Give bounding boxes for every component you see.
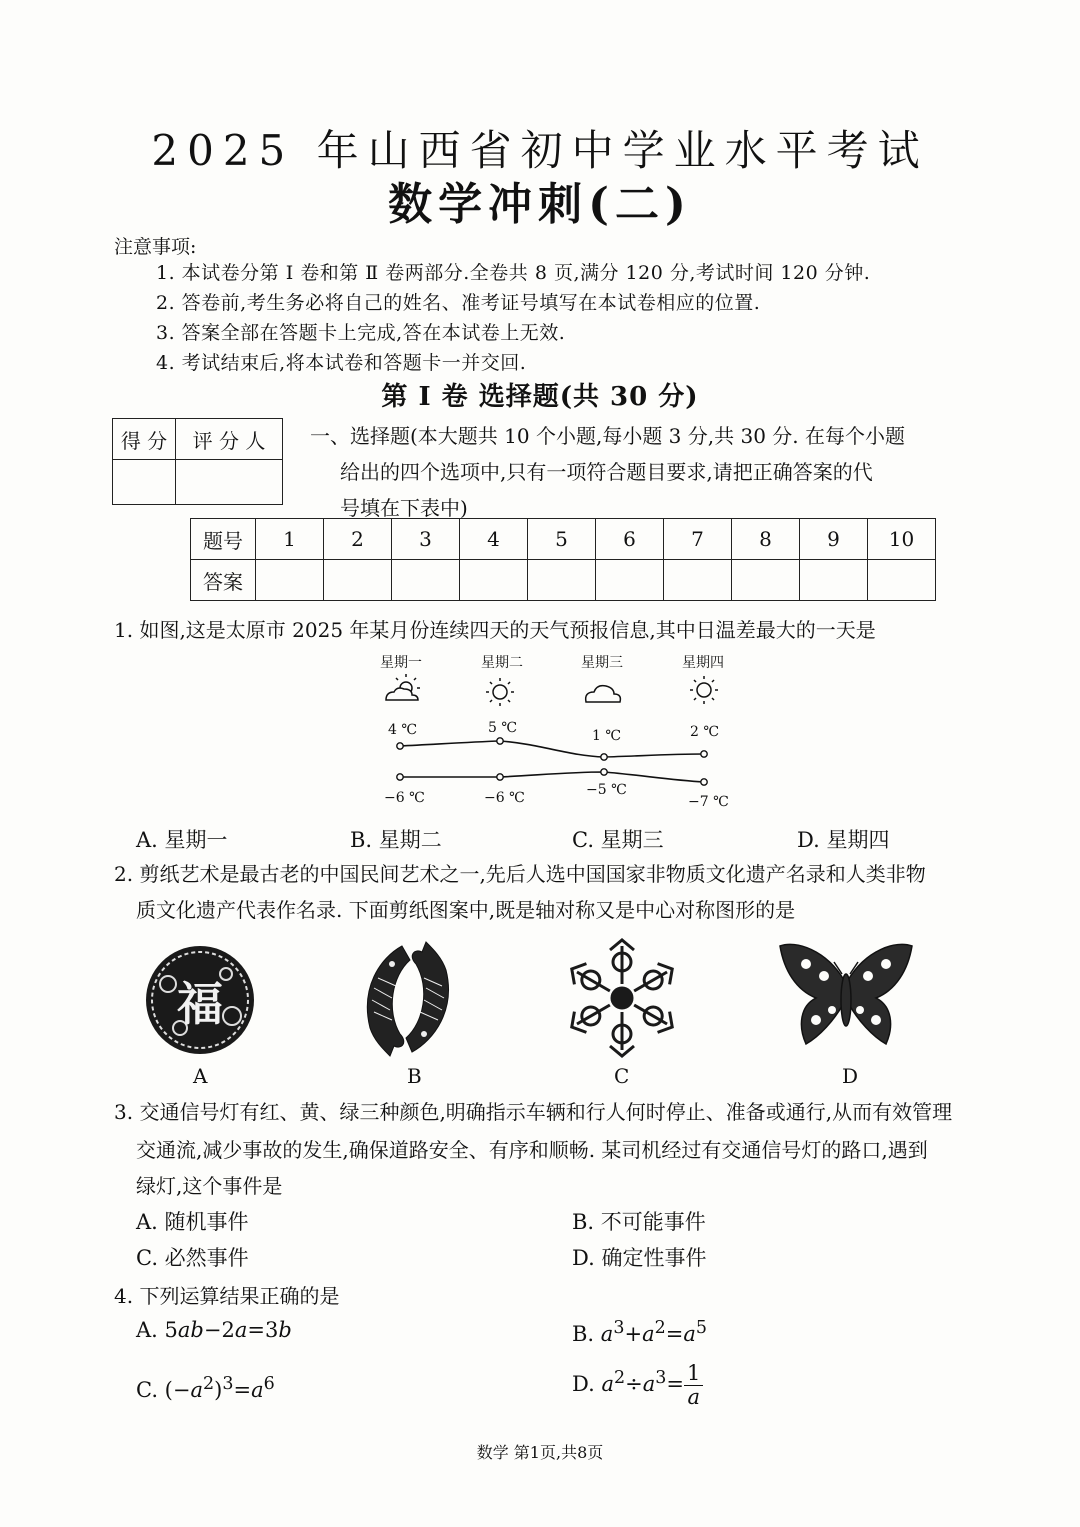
papercut-c[interactable] bbox=[566, 936, 678, 1060]
answer-cell[interactable] bbox=[528, 560, 596, 601]
low-temp: −5 ℃ bbox=[586, 782, 627, 798]
question-number: 1 bbox=[256, 519, 324, 560]
question-number: 10 bbox=[868, 519, 936, 560]
papercut-b[interactable] bbox=[352, 938, 464, 1060]
answer-cell[interactable] bbox=[868, 560, 936, 601]
weekday-label: 星期二 bbox=[481, 655, 523, 671]
note-item: 4. 考试结束后,将本试卷和答题卡一并交回. bbox=[156, 352, 527, 374]
exam-subtitle: 数学冲刺(二) bbox=[388, 179, 692, 230]
q4-option-a[interactable]: A. 5ab−2a=3b bbox=[136, 1318, 292, 1342]
question-number: 9 bbox=[800, 519, 868, 560]
q3-stem: 3. 交通信号灯有红、黄、绿三种颜色,明确指示车辆和行人何时停止、准备或通行,从而有效管理 bbox=[114, 1100, 953, 1124]
q4-option-d[interactable]: D. $a^2\div a^3=$ $\frac{1}{a}$ bbox=[572, 1362, 703, 1409]
q3-option-b[interactable]: B. 不可能事件 bbox=[572, 1210, 706, 1234]
page-footer: 数学 第1页,共8页 bbox=[476, 1443, 604, 1462]
note-item: 3. 答案全部在答题卡上完成,答在本试卷上无效. bbox=[156, 322, 566, 344]
option-label: A. bbox=[136, 1318, 158, 1342]
q4-option-c[interactable]: C. $(-a^2)^3=a^6$ bbox=[136, 1374, 275, 1402]
question-number: 6 bbox=[596, 519, 664, 560]
question-number: 8 bbox=[732, 519, 800, 560]
q3-stem: 交通流,减少事故的发生,确保道路安全、有序和顺畅. 某司机经过有交通信号灯的路口,遇到 bbox=[136, 1138, 928, 1162]
question-number: 7 bbox=[664, 519, 732, 560]
q3-stem: 绿灯,这个事件是 bbox=[136, 1174, 283, 1198]
q2-stem: 2. 剪纸艺术是最古老的中国民间艺术之一,先后人选中国国家非物质文化遗产名录和人类非物 bbox=[114, 862, 926, 886]
score-label: 得 分 bbox=[113, 419, 176, 460]
q1-option-c[interactable]: C. 星期三 bbox=[572, 828, 664, 852]
answer-cell[interactable] bbox=[596, 560, 664, 601]
answer-table bbox=[190, 518, 936, 601]
answer-cell[interactable] bbox=[460, 560, 528, 601]
answer-cell[interactable] bbox=[664, 560, 732, 601]
question-number: 3 bbox=[392, 519, 460, 560]
low-temp: −6 ℃ bbox=[384, 790, 425, 806]
q3-option-a[interactable]: A. 随机事件 bbox=[136, 1210, 249, 1234]
question-number-header: 题号 bbox=[191, 519, 256, 560]
option-label: D. bbox=[572, 1372, 595, 1397]
score-cell[interactable] bbox=[113, 460, 176, 505]
sunny-icon bbox=[486, 678, 514, 706]
section-instruction bbox=[310, 418, 950, 526]
instruction-line: 给出的四个选项中,只有一项符合题目要求,请把正确答案的代 bbox=[340, 460, 873, 484]
weekday-label: 星期四 bbox=[682, 655, 724, 671]
note-item: 2. 答卷前,考生务必将自己的姓名、准考证号填写在本试卷相应的位置. bbox=[156, 292, 761, 314]
low-temp: −6 ℃ bbox=[484, 790, 525, 806]
answer-cell[interactable] bbox=[800, 560, 868, 601]
high-temp: 4 ℃ bbox=[388, 722, 418, 738]
question-number: 4 bbox=[460, 519, 528, 560]
answer-cell[interactable] bbox=[324, 560, 392, 601]
grader-label: 评 分 人 bbox=[176, 419, 283, 460]
section-title: 第 Ⅰ 卷 选择题(共 30 分) bbox=[381, 382, 699, 412]
exam-title: 2025 年山西省初中学业水平考试 bbox=[151, 126, 929, 175]
answer-cell[interactable] bbox=[392, 560, 460, 601]
answer-cell[interactable] bbox=[256, 560, 324, 601]
weekday-label: 星期三 bbox=[581, 655, 623, 671]
instruction-line: 一、选择题(本大题共 10 个小题,每小题 3 分,共 30 分. 在每个小题 bbox=[310, 424, 905, 448]
weekday-label: 星期一 bbox=[380, 655, 422, 671]
note-item: 1. 本试卷分第 Ⅰ 卷和第 Ⅱ 卷两部分.全卷共 8 页,满分 120 分,考试时间 120 分钟. bbox=[156, 262, 871, 284]
instruction-line: 号填在下表中) bbox=[340, 496, 468, 520]
option-label: B. bbox=[572, 1322, 595, 1346]
papercut-label: D bbox=[842, 1064, 859, 1088]
question-number: 5 bbox=[528, 519, 596, 560]
q1-option-b[interactable]: B. 星期二 bbox=[350, 828, 442, 852]
q3-option-c[interactable]: C. 必然事件 bbox=[136, 1246, 249, 1270]
q1-stem: 1. 如图,这是太原市 2025 年某月份连续四天的天气预报信息,其中日温差最大的一天是 bbox=[114, 618, 876, 642]
high-temp: 2 ℃ bbox=[690, 724, 720, 740]
fu-character: 福 bbox=[177, 977, 223, 1031]
score-box bbox=[112, 418, 283, 505]
high-temp: 5 ℃ bbox=[488, 720, 518, 736]
answer-header: 答案 bbox=[191, 560, 256, 601]
cloudy-icon bbox=[586, 686, 621, 702]
q2-stem: 质文化遗产代表作名录. 下面剪纸图案中,既是轴对称又是中心对称图形的是 bbox=[136, 898, 796, 922]
notes-heading: 注意事项: bbox=[114, 236, 197, 258]
sunny-icon bbox=[690, 676, 718, 704]
answer-cell[interactable] bbox=[732, 560, 800, 601]
partly-cloudy-icon bbox=[386, 674, 420, 700]
question-number: 2 bbox=[324, 519, 392, 560]
q3-option-d[interactable]: D. 确定性事件 bbox=[572, 1246, 707, 1270]
q4-stem: 4. 下列运算结果正确的是 bbox=[114, 1284, 340, 1308]
grader-cell[interactable] bbox=[176, 460, 283, 505]
papercut-a[interactable] bbox=[144, 944, 256, 1056]
papercut-label: B bbox=[407, 1064, 422, 1088]
low-temp: −7 ℃ bbox=[688, 794, 729, 810]
q4-option-b[interactable]: B. $a^3+a^2=a^5$ bbox=[572, 1318, 708, 1346]
papercut-label: C bbox=[614, 1064, 630, 1088]
q1-option-d[interactable]: D. 星期四 bbox=[797, 828, 890, 852]
option-label: C. bbox=[136, 1378, 158, 1402]
papercut-d[interactable] bbox=[776, 940, 916, 1056]
papercut-label: A bbox=[193, 1064, 208, 1088]
q1-option-a[interactable]: A. 星期一 bbox=[136, 828, 228, 852]
high-temp: 1 ℃ bbox=[592, 728, 622, 744]
